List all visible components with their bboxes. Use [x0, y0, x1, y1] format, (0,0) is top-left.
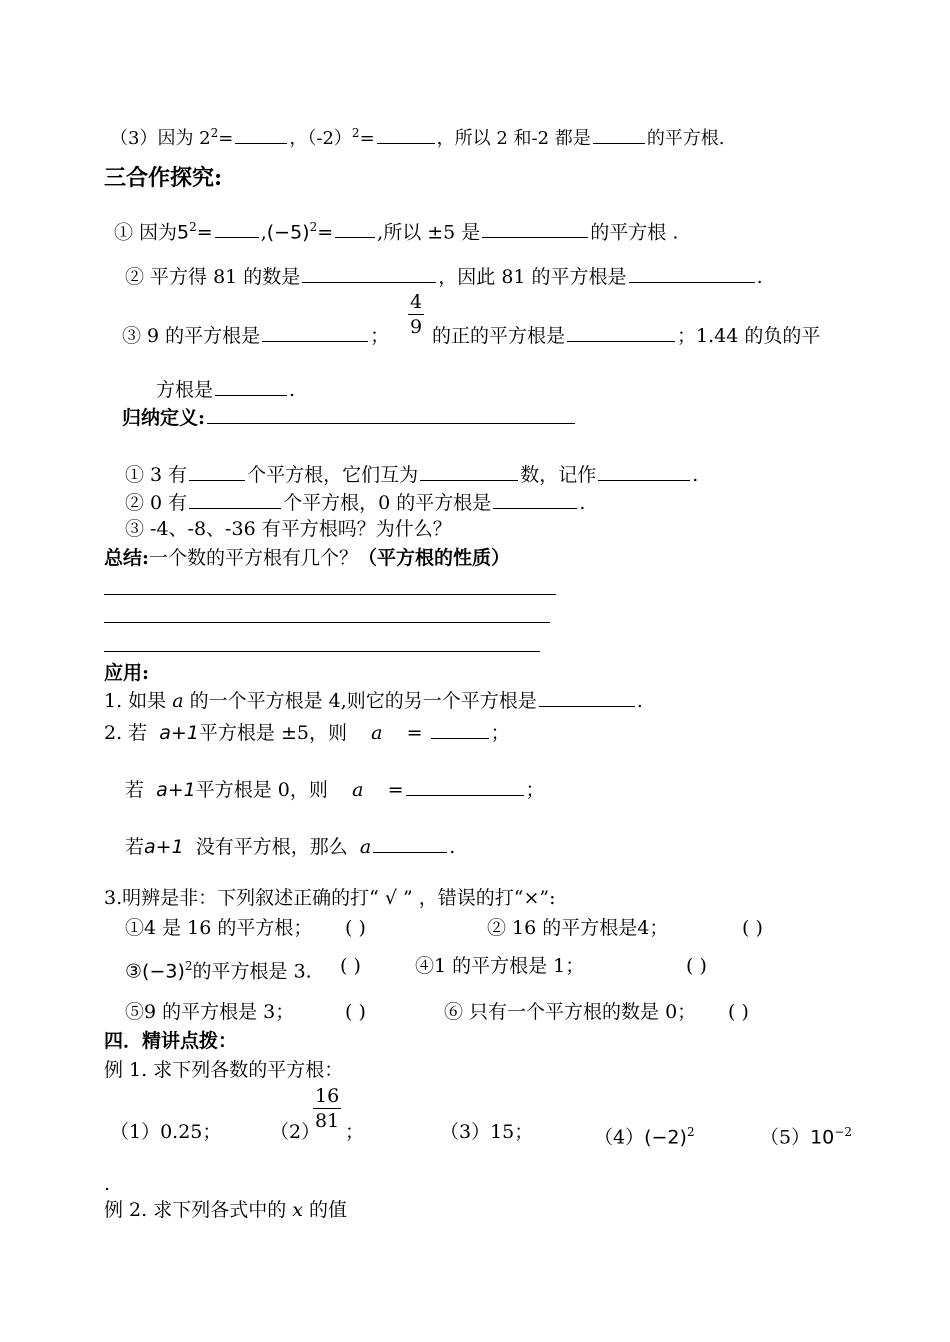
- line-c2: [125, 264, 763, 289]
- math: a+1: [144, 836, 184, 858]
- text: ,: [260, 221, 267, 244]
- line-g2: [125, 490, 585, 515]
- text: =: [218, 128, 234, 149]
- sup: 2: [686, 1125, 695, 1139]
- text: （5）: [760, 1126, 811, 1149]
- answer-line[interactable]: [104, 622, 550, 623]
- sup: 2: [309, 220, 318, 234]
- blank[interactable]: [406, 777, 524, 796]
- text: （3）因为 2: [110, 128, 211, 149]
- text: 2. 若: [104, 722, 148, 744]
- text: ，所以 2 和-2 都是: [436, 128, 591, 149]
- blank[interactable]: [373, 834, 447, 853]
- blank[interactable]: [420, 462, 518, 481]
- var: a: [172, 690, 184, 712]
- sup: 2: [184, 959, 193, 973]
- text: 个平方根，0 的平方根是: [283, 492, 492, 514]
- line-j1-a: ①4 是 16 的平方根；: [125, 917, 313, 939]
- line-a1: [104, 688, 643, 713]
- text: =: [196, 221, 213, 244]
- judge-paren[interactable]: ( ): [345, 1001, 366, 1023]
- line-j2-a: [125, 954, 312, 983]
- text: .: [449, 836, 456, 858]
- r2-sep: ；: [345, 1121, 365, 1143]
- blank[interactable]: [431, 720, 489, 739]
- text: 数，记作: [520, 464, 597, 486]
- line-g3: ③ -4、-8、-36 有平方根吗？为什么？: [125, 518, 452, 540]
- line-c1: [114, 215, 678, 244]
- line-p3: 3.明辨是非：下列叙述正确的打“ √ ” ，错误的打“×”:: [104, 887, 556, 909]
- blank[interactable]: [335, 219, 375, 238]
- line-j2-d: ④1 的平方根是 1；: [415, 955, 585, 977]
- denominator: 81: [315, 1110, 340, 1132]
- blank[interactable]: [215, 377, 287, 396]
- text: 的正的平方根是: [432, 325, 566, 347]
- blank[interactable]: [235, 125, 287, 144]
- dot: .: [104, 1173, 111, 1195]
- judge-paren[interactable]: ( ): [742, 917, 763, 939]
- text: 总结:: [104, 547, 150, 569]
- text: ① 因为: [114, 221, 178, 244]
- var: a: [352, 779, 364, 801]
- sup: 2: [189, 220, 197, 234]
- text: 平方根是 ±5，则: [198, 722, 347, 744]
- numerator: 16: [315, 1085, 340, 1107]
- text: 没有平方根，那么: [195, 836, 348, 858]
- text: ② 0 有: [125, 492, 188, 514]
- denominator: 9: [410, 316, 423, 338]
- math: (−5): [266, 221, 310, 244]
- sup: 2: [351, 126, 360, 140]
- text: ,所以 ±5 是: [377, 221, 481, 244]
- text: ；1.44 的负的平: [677, 325, 821, 347]
- text: ① 3 有: [125, 464, 188, 486]
- text: 例 2. 求下列各式中的: [104, 1199, 287, 1221]
- blank[interactable]: [629, 264, 755, 283]
- line-c3-cont: [432, 323, 820, 348]
- r1: （1）0.25；: [110, 1121, 222, 1143]
- text: 的平方根.: [646, 128, 725, 149]
- text: 平方根是 0，则: [195, 779, 328, 801]
- blank[interactable]: [493, 490, 577, 509]
- line-g1: [125, 462, 698, 487]
- blank[interactable]: [189, 490, 281, 509]
- line-a3: [125, 777, 545, 802]
- text: 的平方根 .: [590, 221, 679, 244]
- fraction-16-81: [313, 1084, 341, 1133]
- text: 的一个平方根是 4,则它的另一个平方根是: [189, 690, 537, 712]
- answer-line[interactable]: [104, 594, 556, 595]
- text: ；: [370, 325, 390, 347]
- section-title-4: 四．精讲点拨：: [104, 1030, 238, 1052]
- line-a2: [104, 720, 510, 745]
- line-s3: [110, 121, 725, 151]
- line-j3-c: ⑥ 只有一个平方根的数是 0；: [444, 1001, 697, 1023]
- text: ③: [125, 960, 143, 983]
- blank[interactable]: [262, 323, 368, 342]
- text: .: [289, 379, 296, 401]
- text: 1. 如果: [104, 690, 167, 712]
- line-c3b: [156, 377, 295, 402]
- math: (−3): [142, 960, 185, 983]
- judge-paren[interactable]: ( ): [728, 1001, 749, 1023]
- var: a: [359, 836, 372, 858]
- var: x: [292, 1199, 303, 1221]
- text: .: [692, 464, 699, 486]
- math: (−2): [644, 1126, 687, 1149]
- line-j3-a: ⑤9 的平方根是 3；: [125, 1001, 295, 1023]
- text: =: [359, 128, 375, 149]
- text: （平方根的性质）: [358, 547, 511, 569]
- text: ③ 9 的平方根是: [122, 325, 261, 347]
- math: a+1: [159, 722, 199, 744]
- text: （4）: [594, 1126, 645, 1149]
- answer-line[interactable]: [104, 651, 540, 652]
- line-a4: [125, 834, 455, 859]
- line-j1-c: ② 16 的平方根是4；: [487, 917, 669, 939]
- var: a: [371, 722, 383, 744]
- text: ；: [490, 722, 510, 744]
- text: 方根是: [156, 379, 214, 401]
- blank[interactable]: [567, 323, 675, 342]
- math: 5: [177, 221, 190, 244]
- r2-label: （2）: [270, 1121, 321, 1143]
- text: 的值: [309, 1199, 348, 1221]
- section-title-3: 三合作探究:: [104, 165, 223, 191]
- example-1: 例 1. 求下列各数的平方根：: [104, 1059, 344, 1081]
- heading-application: 应用:: [104, 662, 150, 684]
- blank[interactable]: [539, 688, 635, 707]
- blank[interactable]: [215, 219, 259, 238]
- text: 个平方根，它们互为: [247, 464, 419, 486]
- blank[interactable]: [377, 125, 435, 144]
- text: 的平方根是 3.: [192, 960, 312, 983]
- fraction-4-9: [408, 290, 424, 339]
- r4: [594, 1120, 695, 1149]
- sup: −2: [834, 1125, 852, 1139]
- text: =: [317, 221, 334, 244]
- text: .: [756, 266, 763, 288]
- text: =: [406, 722, 423, 744]
- text: 若: [125, 836, 145, 858]
- blank[interactable]: [207, 405, 575, 424]
- judge-paren[interactable]: ( ): [345, 917, 366, 939]
- judge-paren[interactable]: ( ): [340, 955, 361, 977]
- text: ② 平方得 81 的数是: [125, 266, 301, 288]
- numerator: 4: [410, 291, 423, 313]
- text: .: [636, 690, 643, 712]
- math: 10: [810, 1126, 835, 1149]
- line-summary: [104, 546, 510, 570]
- text: .: [579, 492, 586, 514]
- math: a+1: [156, 779, 196, 801]
- text: =: [387, 779, 404, 801]
- blank[interactable]: [189, 462, 245, 481]
- example-2: [104, 1198, 347, 1222]
- blank[interactable]: [482, 219, 588, 238]
- text: 归纳定义:: [122, 407, 206, 429]
- line-c3: [122, 323, 389, 348]
- text: ，（-2）: [289, 128, 352, 149]
- text: 一个数的平方根有几个？: [149, 547, 359, 569]
- text: 若: [125, 779, 145, 801]
- blank[interactable]: [598, 462, 690, 481]
- r3: （3）15；: [440, 1121, 534, 1143]
- heading-definition: [122, 405, 577, 430]
- r5: [760, 1120, 852, 1149]
- text: ；: [525, 779, 545, 801]
- text: ，因此 81 的平方根是: [438, 266, 627, 288]
- sup: 2: [210, 126, 219, 140]
- blank[interactable]: [593, 125, 645, 144]
- judge-paren[interactable]: ( ): [686, 955, 707, 977]
- blank[interactable]: [302, 264, 436, 283]
